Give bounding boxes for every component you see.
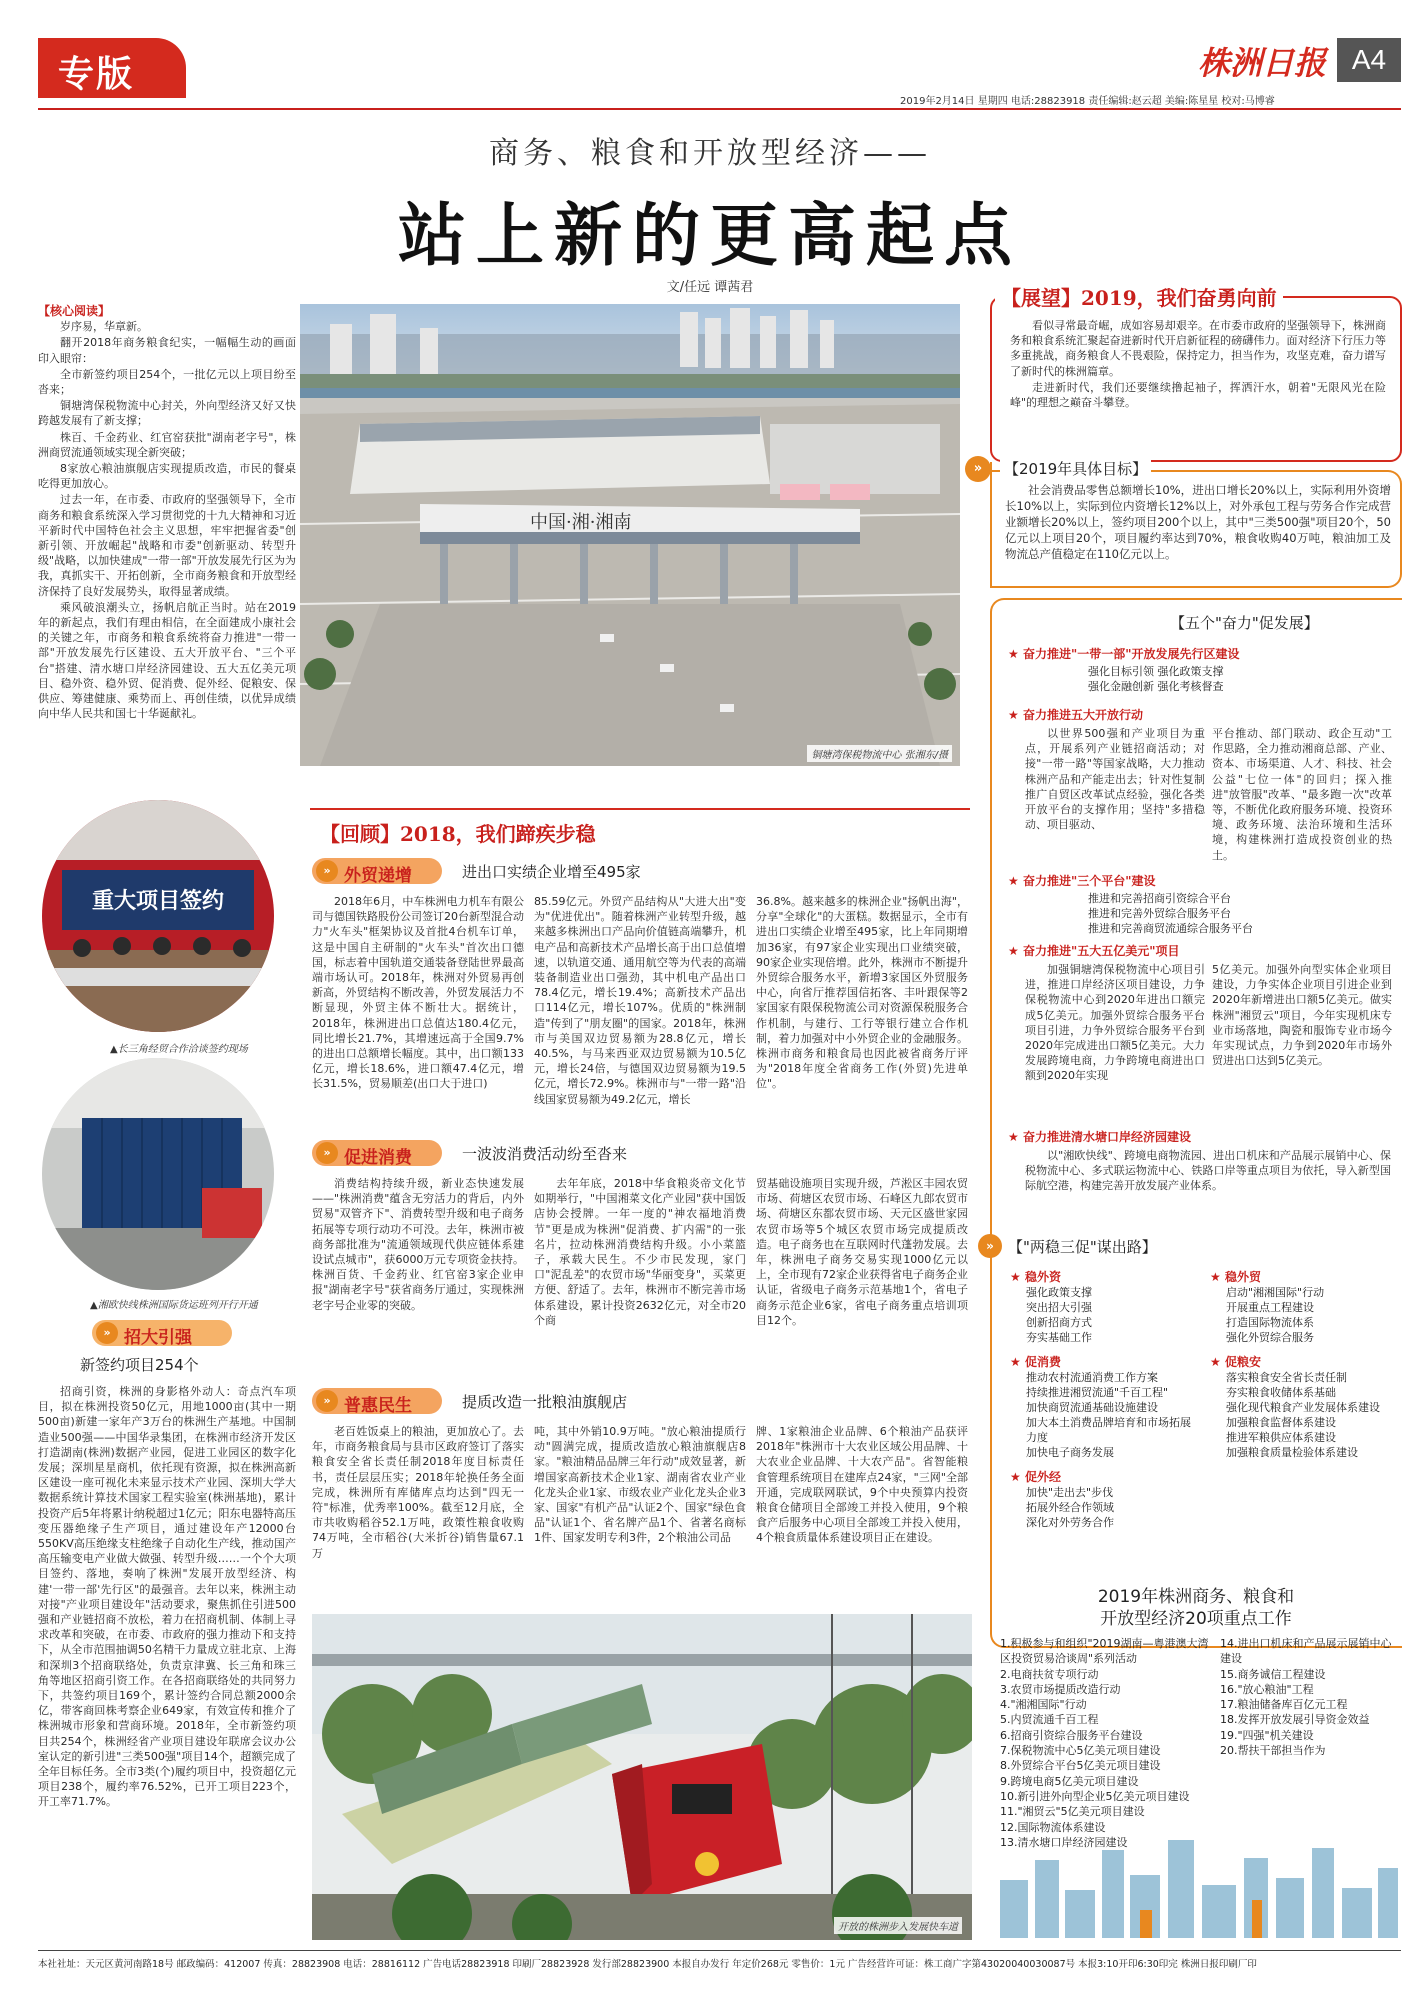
la-body: 落实粮食安全省长责任制 夯实粮食收储体系基础 强化现代粮食产业发展体系建设 加强粮食监督体系建设 推进军粮供应体系建设 加强粮食质量检验体系建设	[1226, 1371, 1380, 1459]
byline: 文/任远 谭茜君	[666, 280, 754, 295]
mm-col-1	[312, 1424, 524, 1604]
wz-title: ★ 稳外资	[1010, 1270, 1061, 1284]
top20-title-1: 2019年株洲商务、粮食和	[1097, 1587, 1295, 1607]
five-item-5	[1008, 1128, 1398, 1145]
signing-banner: 重大项目签约	[91, 889, 225, 914]
cx-para: 贸基础设施项目实现升级，芦淞区丰园农贸市场、荷塘区农贸市场、石峰区九郎农贸市场、荷塘区东都农贸市场、天元区盛世家园农贸市场等5个城区农贸市场完成提质改造。电子商务也在互联网时代蓬勃发展。去年，株洲电子商务交易实现1000亿元以上，全市现有72家企业获得省电子商务企业认证，省级电子商务示范基地1个，省电子商务示范企业6家，省电子商务重点培训项目12个。	[756, 1177, 968, 1327]
mm-label: 普惠民生	[344, 1396, 412, 1416]
signing-caption: ▲长三角经贸合作洽谈签约现场	[110, 1044, 248, 1055]
intro-para: 铜塘湾保税物流中心封关，外向型经济又好又快跨越发展有了新支撑；	[38, 399, 296, 428]
train-photo	[312, 1614, 972, 1940]
twostable-heading: 【"两稳三促"谋出路】	[1008, 1238, 1157, 1256]
two-col-right	[1210, 1268, 1396, 1460]
twostable-bullet-icon: »	[978, 1234, 1002, 1258]
main-photo	[300, 304, 960, 766]
mm-sub: 提质改造一批粮油旗舰店	[462, 1393, 628, 1411]
five-item-4-right	[1212, 962, 1392, 1122]
wj-title: ★ 促外经	[1010, 1470, 1061, 1484]
xf-body: 推动农村流通消费工作方案 持续推进湘贸流通"千百工程" 加快商贸流通基础设施建设 加大本土消费品牌培育和市场拓展力度 加快电子商务发展	[1026, 1371, 1191, 1459]
top20-item: 10.新引进外向型企业5亿美元项目建设	[1000, 1789, 1190, 1803]
skyline-illustration	[990, 1830, 1402, 1938]
intro-column	[38, 304, 296, 784]
wj-body: 加快"走出去"步伐 拓展外经合作领域 深化对外劳务合作	[1026, 1486, 1114, 1529]
five-item-4-text: 加强铜塘湾保税物流中心项目引进，推进口岸经济区项目建设，力争保税物流中心到2020年进出口额完成5亿美元。加强外贸综合服务平台项目引进，力争外贸综合服务平台到2020年完成进出口额5亿美元。大力发展跨境电商，力争跨境电商进出口额到2020年实现	[1025, 963, 1205, 1083]
top20-item: 8.外贸综合平台5亿美元项目建设	[1000, 1759, 1161, 1773]
cx-col-1	[312, 1176, 524, 1372]
five-item-1	[1008, 645, 1398, 694]
mm-bullet-icon: »	[316, 1390, 338, 1412]
top20-item: 18.发挥开放发展引导资金效益	[1220, 1713, 1370, 1727]
ft-para: 2018年6月，中车株洲电力机车有限公司与德国铁路股份公司签订20台新型混合动力"火车头"框架协议及首批4台机车订单，这是中国自主研制的"火车头"首次出口德国，标志着中国轨道交通装备登陆世界最高端市场认可。2018年，株洲对外贸易再创新高，外贸结构不断改善，外贸发展活力不断显现，外贸主体不断壮大。据统计，2018年，株洲进出口总值达180.4亿元，同比增长21.7%，其增速远高于全国9.7%的进出口总额增长幅度。其中，出口额133亿元，增长18.6%，进口额47.4亿元，增长31.5%，贸易顺差(出口大于进口)	[312, 895, 524, 1091]
five-item-title: ★ 奋力推进清水塘口岸经济园建设	[1008, 1130, 1191, 1144]
five-item-4-text: 5亿美元。加强外向型实体企业项目建设，力争实体企业项目引进企业到2020年新增进出口额5亿美元。做实株洲"湘贸云"项目，今年实现机床专业市场落地，陶瓷和服饰专业市场今年实现试点，力争到2020年市场外贸进出口达到5亿美元。	[1212, 963, 1392, 1068]
zd-sub: 新签约项目254个	[80, 1356, 199, 1374]
five-item-2	[1008, 706, 1398, 723]
zd-text	[38, 1384, 296, 1924]
intro-head: 【核心阅读】	[38, 304, 111, 318]
mm-para: 牌、1家粮油企业品牌、6个粮油产品获评2018年"株洲市十大农业区域公用品牌、十大农业企业品牌、十大农产品"。省智能粮食管理系统项目在建库点24家，"三网"全部开通，完成联网联试，9个中央预算内投资粮食仓储项目全部竣工并投入使用，9个粮食产后服务中心项目全部竣工并投入使用，4个粮食质量体系建设项目正在建设。	[756, 1425, 968, 1545]
top20-item: 15.商务诚信工程建设	[1220, 1667, 1326, 1681]
container-train-image	[42, 1058, 274, 1290]
gate-sign: 中国·湘·湘南	[530, 512, 632, 533]
five-item-4	[1008, 942, 1398, 959]
headline-subtitle: 商务、粮食和开放型经济——	[489, 136, 931, 171]
main-photo-caption: 铜塘湾保税物流中心 张湘东/摄	[807, 745, 952, 762]
ft-col-3	[756, 894, 968, 1134]
intro-para: 株百、千金药业、红官窑获批"湖南老字号"，株洲商贸流通领域实现全新突破；	[38, 430, 296, 459]
intro-para: 全市新签约项目254个，一批亿元以上项目纷至沓来；	[38, 367, 296, 397]
cx-sub: 一波波消费活动纷至沓来	[462, 1145, 628, 1163]
top20-item: 17.粮油储备库百亿元工程	[1220, 1698, 1348, 1712]
outlook-text	[1010, 318, 1386, 454]
five-item-2-left	[1025, 726, 1205, 866]
cx-bullet-icon: »	[316, 1142, 338, 1164]
ft-col-2	[534, 894, 746, 1134]
train-photo-caption: 开放的株洲步入发展快车道	[834, 1917, 962, 1934]
top20-item: 6.招商引资综合服务平台建设	[1000, 1728, 1143, 1742]
ft-sub: 进出口实绩企业增至495家	[462, 863, 641, 881]
goals-heading: 【2019年具体目标】	[1000, 458, 1151, 479]
five-item-4-left	[1025, 962, 1205, 1122]
signing-photo	[42, 800, 274, 1032]
train-freight-caption: ▲湘欧快线株洲国际货运班列开行开通	[90, 1300, 258, 1311]
top20-item: 5.内贸流通千百工程	[1000, 1713, 1099, 1727]
ft-col-1	[312, 894, 524, 1134]
goals-para: 社会消费品零售总额增长10%，进出口增长20%以上，实际利用外资增长10%以上，实际到位内资增长12%以上，对外承包工程与劳务合作完成营业额增长20%以上，签约项目200个以上，其中"三类500强"项目20个，50亿元以上项目20个，项目履约率达到70%，粮食收购40万吨，粮油加工及物流总产值稳定在110亿元以上。	[1005, 483, 1391, 561]
five-item-title: ★ 奋力推进五大开放行动	[1008, 708, 1143, 722]
cx-col-3	[756, 1176, 968, 1372]
headline-title: 站上新的更高起点	[397, 196, 1022, 276]
electric-train-image	[312, 1614, 972, 1940]
page-number: A4	[1337, 38, 1401, 82]
wm-body: 启动"湘湘国际"行动 开展重点工程建设 打造国际物流体系 强化外贸综合服务	[1226, 1286, 1325, 1344]
intro-para: 过去一年，在市委、市政府的坚强领导下，全市商务和粮食系统深入学习贯彻党的十九大精神和习近平新时代中国特色社会主义思想，牢牢把握省委"创新引领、开放崛起"战略和市委"创新驱动、转型升级"战略，以加快建成"一带一部"开放发展先行区为为我，真抓实干、开拓创新，全市商务粮食和开放型经济保持了良好发展势头，取得显著成绩。	[38, 493, 296, 598]
mm-col-2	[534, 1424, 746, 1604]
intro-para: 乘风破浪潮头立，扬帆启航正当时。站在2019年的新起点，我们有理由相信，在全面建成小康社会的关键之年，市商务和粮食系统将奋力推进"一带一部"开放发展先行区建设、五大开放平台、"三个平台"搭建、清水塘口岸经济园建设、五大五亿美元项目、稳外资、稳外贸、促消费、促外经、促粮安、保供应、筹建健康、乘势而上、再创佳绩，以优异成绩向中华人民共和国七十华诞献礼。	[38, 600, 296, 721]
goals-text	[1005, 482, 1391, 582]
two-col-left	[1010, 1268, 1200, 1530]
mm-para: 老百姓饭桌上的粮油，更加放心了。去年，市商务粮食局与县市区政府签订了落实粮食安全省长责任制2018年度目标责任书，责任层层压实；2018年轮换任务全面完成，株洲所有库储库点均达到"四无一符"标准，优秀率100%。截至12月底，全市共收购稻谷52.1万吨，政策性粮食收购74万吨，全市稻谷(大米折谷)销售量67.1万	[312, 1425, 524, 1560]
top20-item: 4."湘湘国际"行动	[1000, 1698, 1087, 1712]
top20-item: 2.电商扶贫专项行动	[1000, 1667, 1099, 1681]
top20-item: 14.进出口机床和产品展示展销中心建设	[1220, 1637, 1392, 1666]
cx-col-2	[534, 1176, 746, 1372]
five-item-title: ★ 奋力推进"一带一部"开放发展先行区建设	[1008, 647, 1240, 661]
five-item-title: ★ 奋力推进"五大五亿美元"项目	[1008, 944, 1180, 958]
five-item-2-text: 平台推动、部门联动、政企互动"工作思路，全力推动湘商总部、产业、资本、市场渠道、人才、科技、社会公益"七位一体"的回归；探入推进"放管服"改革、"最多跑一次"改革等，不断优化政府服务环境、投资环境、政务环境、法治环境和生活环境，构建株洲打造成投资创业的热土。	[1212, 727, 1392, 862]
wm-title: ★ 稳外贸	[1210, 1270, 1261, 1284]
xf-title: ★ 促消费	[1010, 1355, 1061, 1369]
review-heading: 【回顾】2018，我们蹄疾步稳	[320, 822, 596, 846]
top20-item: 11."湘贸云"5亿美元项目建设	[1000, 1805, 1145, 1819]
top20-item: 12.国际物流体系建设	[1000, 1820, 1106, 1834]
top20-list-right	[1220, 1636, 1398, 1758]
top20-list-left	[1000, 1636, 1210, 1850]
footer-text: 本社社址：天元区黄河南路18号 邮政编码：412007 传真：28823908 电话：28816112 广告电话28823918 印刷厂28823928 发行部28823900 本报自办发行 年定价268元 零售价：1元 广告经营许可证：株工商广字第43020040030087号 本报3:10开印6:30印完 株洲日报印刷厂印	[38, 1959, 1257, 1970]
footer-divider	[38, 1950, 1401, 1951]
intro-para: 岁序易，华章新。	[60, 320, 148, 334]
intro-para: 8家放心粮油旗舰店实现提质改造，市民的餐桌吃得更加放心。	[38, 462, 296, 491]
header-divider	[38, 108, 1401, 110]
newspaper-logo: 株洲日报	[1198, 44, 1327, 82]
review-divider	[310, 808, 970, 810]
cx-para: 去年年底，2018中华食粮炎帝文化节如期举行，"中国湘菜文化产业园"获中国饭店协会授牌。一年一度的"神农福地消费节"更是成为株洲"促消费、扩内需"的一张名片，拉动株洲消费结构升级。小小菜篮子，承载大民生。不少市民发现，家门口"泥乱差"的农贸市场"华丽变身"，买菜更方便、舒适了。去年，株洲市不断完善市场体系建设，累计投资2632亿元，对全市20个商	[534, 1177, 746, 1327]
five-heading: 【五个"奋力"促发展】	[1170, 614, 1319, 632]
section-label: 专版	[58, 53, 135, 95]
issue-meta: 2019年2月14日 星期四 电话:28823918 责任编辑:赵云超 美编:陈星星 校对:马博睿	[900, 96, 1275, 107]
top20-item: 1.积极参与和组织"2019湖南—粤港澳大湾区投资贸易洽谈周"系列活动	[1000, 1637, 1209, 1666]
outlook-para: 走进新时代，我们还要继续撸起袖子，挥洒汗水，朝着"无限风光在险峰"的理想之巅奋斗攀登。	[1010, 380, 1386, 410]
five-item-body: 强化目标引领 强化政策支撑 强化金融创新 强化考核督查	[1088, 665, 1224, 693]
five-item-title: ★ 奋力推进"三个平台"建设	[1008, 874, 1156, 888]
five-item-2-right	[1212, 726, 1392, 866]
top20-item: 19."四强"机关建设	[1220, 1728, 1314, 1742]
top20-item: 13.清水塘口岸经济园建设	[1000, 1835, 1128, 1849]
five-item-2-text: 以世界500强和产业项目为重点，开展系列产业链招商活动；对接"一带一路"等国家战略，大力推动株洲产品和产能走出去；针对性复制推广自贸区改革试点经验，强化各类开放平台的支撑作用；坚持"多措稳动、项目驱动、	[1025, 727, 1205, 832]
goals-bullet-icon: »	[965, 456, 991, 482]
ft-label: 外贸递增	[344, 866, 412, 886]
la-title: ★ 促粮安	[1210, 1355, 1261, 1369]
cx-para: 消费结构持续升级，新业态快速发展——"株洲消费"蕴含无穷活力的背后，内外贸易"双管齐下"、消费转型升级和电子商务拓展等专项行动功不可没。去年，株洲市被商务部批准为"流通领域现代供应链体系建设试点城市"，获6000万元专项资金扶持。株洲百货、千金药业、红官窑3家企业申报"湖南老字号"获省商务厅通过，实现株洲老字号企业零的突破。	[312, 1177, 524, 1312]
top20-item: 16."放心粮油"工程	[1220, 1682, 1314, 1696]
top20-item: 20.帮扶干部担当作为	[1220, 1744, 1326, 1758]
outlook-heading: 【展望】2019，我们奋勇向前	[995, 282, 1283, 311]
top20-item: 3.农贸市场提质改造行动	[1000, 1682, 1121, 1696]
train-freight-photo	[42, 1058, 274, 1290]
cx-label: 促进消费	[344, 1148, 412, 1168]
five-item-5-body	[1025, 1148, 1391, 1212]
outlook-para: 看似寻常最奇崛，成如容易却艰辛。在市委市政府的坚强领导下，株洲商务和粮食系统汇聚起奋进新时代开启新征程的磅礴伟力。面对经济下行压力等多重挑战，商务粮食人不畏艰险，保持定力，担当作为，攻坚克难，奋力谱写了新时代的株洲篇章。	[1010, 319, 1386, 378]
ft-para: 36.8%。越来越多的株洲企业"扬帆出海"，分享"全球化"的大蛋糕。数据显示，全市有进出口实绩企业增至495家，比上年同期增加36家，有97家企业实现出口业绩突破，90家企业实现倍增。此外，株洲市不断提升外贸综合服务水平，新增3家国区外贸服务中心，向省厅推荐国信拓客、丰叶跟保等2家国家有限保税物流公司对资源保税服务合作机制，与建行、工行等银行建立合作机制，着力加强对中小外贸企业的金融服务。株洲市商务和粮食局也因此被省商务厅评为"2018年度全省商务工作(外贸)先进单位"。	[756, 895, 968, 1091]
ft-para: 85.59亿元。外贸产品结构从"大进大出"变为"优进优出"。随着株洲产业转型升级，越来越多株洲出口产品向价值链高端攀升，机电产品和高新技术产品增长高于出口总值增速，以轨道交通、通用航空等为代表的高端装备制造业出口强劲，其中机电产品出口78.4亿元，增长19.4%；高新技术产品出口114亿元，增长107%。优质的"株洲制造"传到了"朋友圈"的国家。2018年，株洲市与美国双边贸易额为28.8亿元，增长40.5%，与马来西亚双边贸易额为10.5亿元，增长24倍，与德国双边贸易额为19.5亿元，增长72.9%。株洲市与"一带一路"沿线国家贸易额为49.2亿元，增长	[534, 895, 746, 1106]
top20-item: 7.保税物流中心5亿美元项目建设	[1000, 1744, 1161, 1758]
five-item-body: 推进和完善招商引资综合平台 推进和完善外贸综合服务平台 推进和完善商贸流通综合服务平台	[1088, 892, 1253, 935]
wz-body: 强化政策支撑 突出招大引强 创新招商方式 夯实基础工作	[1026, 1286, 1092, 1344]
zd-para: 招商引资，株洲的身影格外动人：奇点汽车项目，拟在株洲投资50亿元，用地1000亩(其中一期500亩)新建一家年产3万台的株洲生产基地。中国制造业500强——中国华录集团，在株洲市经济开发区打造湖南(株洲)数据产业园，促进工业园区的数字化发展；深圳星星商机，依托现有资源，拟在株洲高新区建设一座可视化未来显示技术产业园、深圳大学大数据系统计算技术国家工程实验室(株洲基地)，累计投资产后5年将累计纳税超过1亿元；阳东电器特高压变压器绝缘子生产项目，通过建设年产12000台550KV高压绝缘支柱绝缘子自动化生产线，推动国产高压输变电产业做大做强、转型升级……一个个大项目签约、落地，奏响了株洲"发展开放型经济、构建'一带一部'先行区"的最强音。去年以来，株洲主动对接"产业项目建设年"活动要求，聚焦抓住引进500强和产业链招商不放松，着力在招商机制、体制上寻求改革和突破，在市委、市政府的强力推动下和支持下，从全市范围抽调50名精干力量成立驻北京、上海和深圳3个招商联络处，负责京津冀、长三角和珠三角等地区招商引资工作。在各招商联络处的共同努力下，共签约项目169个，累计签约合同总额2000余亿，带客商回株考察企业649家，有效宣传和推介了株洲城市形象和营商环境。2018年，全市新签约项目共254个，株洲经省产业项目建设年联席会议办公室认定的新引进"三类500强"项目14个，超额完成了全年目标任务。全市3类(个)履约项目中，投资超亿元项目238个，履约率76.52%，已开工项目223个，开工率71.7%。	[38, 1385, 296, 1809]
signing-image	[42, 800, 274, 1032]
logistics-center-image	[300, 304, 960, 766]
intro-para: 翻开2018年商务粮食纪实，一幅幅生动的画面印入眼帘：	[38, 336, 296, 365]
mm-col-3	[756, 1424, 968, 1604]
top20-item: 9.跨境电商5亿美元项目建设	[1000, 1774, 1139, 1788]
mm-para: 吨，其中外销10.9万吨。"放心粮油提质行动"圆满完成，提质改造放心粮油旗舰店8家。"粮油精品品牌三年行动"成效显著，新增国家高新技术企业1家、湖南省农业产业化龙头企业1家、市级农业产业化龙头企业3家、国家"有机产品"认证2个、国家"绿色食品"认证1个、省名牌产品1个、省著名商标1件、国家发明专利3件，2个粮油公司品	[534, 1425, 746, 1545]
five-item-5-text: 以"湘欧快线"、跨境电商物流园、进出口机床和产品展示展销中心、保税物流中心、多式联运物流中心、铁路口岸等重点项目为依托，导入新型国际航空港，构建完善开放发展产业体系。	[1025, 1149, 1391, 1193]
zd-bullet-icon: »	[96, 1322, 118, 1344]
five-item-3	[1008, 872, 1398, 936]
zd-label: 招大引强	[124, 1328, 192, 1348]
ft-bullet-icon: »	[316, 860, 338, 882]
top20-title-2: 开放型经济20项重点工作	[1100, 1609, 1292, 1629]
